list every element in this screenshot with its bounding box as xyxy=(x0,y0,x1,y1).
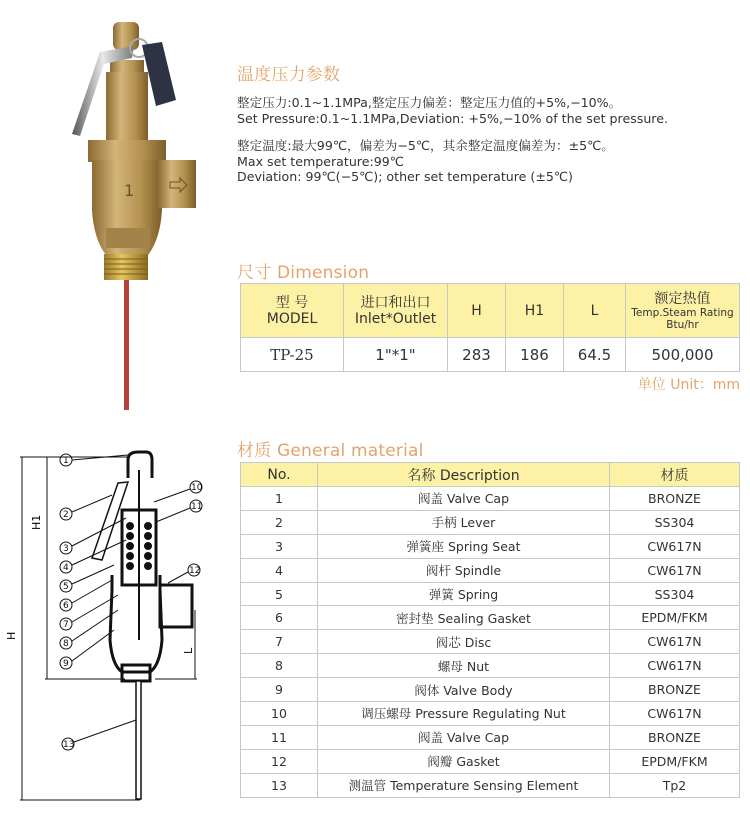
cell-description: 弹簧 Spring xyxy=(318,582,610,606)
header-no: No. xyxy=(241,463,318,487)
svg-text:8: 8 xyxy=(63,639,69,649)
table-row xyxy=(241,487,740,511)
callout-13 xyxy=(62,720,136,750)
dim-label-l: L xyxy=(182,647,195,654)
callout-12 xyxy=(168,564,200,583)
header-model: 型 号 MODEL xyxy=(241,284,344,338)
table-row xyxy=(241,534,740,558)
cell-description: 弹簧座 Spring Seat xyxy=(318,534,610,558)
table-row xyxy=(241,749,740,773)
cell-material: CW617N xyxy=(610,534,740,558)
cell-no: 7 xyxy=(241,630,318,654)
cell-no: 6 xyxy=(241,606,318,630)
svg-text:6: 6 xyxy=(63,601,69,611)
cell-description: 阀瓣 Gasket xyxy=(318,749,610,773)
table-row xyxy=(241,510,740,534)
header-h1: H1 xyxy=(506,284,564,338)
table-row xyxy=(241,725,740,749)
cell-description: 阀盖 Valve Cap xyxy=(318,487,610,511)
cell-description: 螺母 Nut xyxy=(318,654,610,678)
svg-text:12: 12 xyxy=(189,566,201,576)
cell-description: 阀杆 Spindle xyxy=(318,558,610,582)
svg-text:7: 7 xyxy=(63,620,69,630)
cell-model: TP-25 xyxy=(241,338,344,372)
material-title: 材质 General material xyxy=(237,441,424,461)
table-row xyxy=(241,773,740,797)
temperature-line-max: Max set temperature:99℃ xyxy=(237,153,404,169)
callout-9 xyxy=(60,630,114,669)
pressure-line-en: Set Pressure:0.1~1.1MPa,Deviation: +5%,−10% of the set pressure. xyxy=(237,110,668,126)
callout-3 xyxy=(60,518,126,554)
cell-material: EPDM/FKM xyxy=(610,606,740,630)
svg-text:3: 3 xyxy=(63,544,69,554)
callout-11 xyxy=(156,500,202,522)
cell-description: 密封垫 Sealing Gasket xyxy=(318,606,610,630)
temperature-line-zh: 整定温度:最大99℃，偏差为−5℃，其余整定温度偏差为：±5℃。 xyxy=(237,138,614,153)
cell-no: 2 xyxy=(241,510,318,534)
cell-no: 8 xyxy=(241,654,318,678)
cell-no: 11 xyxy=(241,725,318,749)
table-row xyxy=(241,654,740,678)
cell-description: 阀体 Valve Body xyxy=(318,678,610,702)
header-inlet-outlet: 进口和出口 Inlet*Outlet xyxy=(344,284,448,338)
cell-description: 调压螺母 Pressure Regulating Nut xyxy=(318,702,610,726)
cell-material: BRONZE xyxy=(610,487,740,511)
cell-no: 9 xyxy=(241,678,318,702)
cross-section-drawing xyxy=(0,440,230,820)
table-row xyxy=(241,606,740,630)
cell-no: 12 xyxy=(241,749,318,773)
dimension-header-row xyxy=(241,284,740,338)
dimension-row xyxy=(241,338,740,372)
cell-material: BRONZE xyxy=(610,678,740,702)
cell-material: Tp2 xyxy=(610,773,740,797)
callout-2 xyxy=(60,495,112,520)
cell-h: 283 xyxy=(448,338,506,372)
cell-material: CW617N xyxy=(610,654,740,678)
cell-h1: 186 xyxy=(506,338,564,372)
header-description: 名称 Description xyxy=(318,463,610,487)
cell-description: 阀盖 Valve Cap xyxy=(318,725,610,749)
cell-no: 3 xyxy=(241,534,318,558)
valve-photo-illustration xyxy=(60,0,220,420)
table-row xyxy=(241,630,740,654)
svg-text:2: 2 xyxy=(63,510,69,520)
pressure-line-zh: 整定压力:0.1~1.1MPa,整定压力偏差：整定压力值的+5%,−10%。 xyxy=(237,95,622,110)
cell-description: 手柄 Lever xyxy=(318,510,610,534)
dim-label-h: H xyxy=(5,631,18,640)
header-h: H xyxy=(448,284,506,338)
svg-text:5: 5 xyxy=(63,582,69,592)
dimension-title: 尺寸 Dimension xyxy=(237,263,370,283)
cell-description: 阀芯 Disc xyxy=(318,630,610,654)
table-row xyxy=(241,678,740,702)
temperature-line-deviation: Deviation: 99℃(−5℃); other set temperature (±5℃) xyxy=(237,169,573,184)
svg-text:4: 4 xyxy=(63,563,69,573)
cell-l: 64.5 xyxy=(564,338,626,372)
cell-no: 1 xyxy=(241,487,318,511)
params-block xyxy=(237,95,742,185)
valve-product-photo xyxy=(60,0,220,420)
cell-material: SS304 xyxy=(610,510,740,534)
callout-1 xyxy=(60,454,128,466)
table-row xyxy=(241,558,740,582)
dim-label-h1: H1 xyxy=(30,514,43,530)
cell-inlet-outlet: 1"*1" xyxy=(344,338,448,372)
cell-no: 4 xyxy=(241,558,318,582)
cell-material: CW617N xyxy=(610,630,740,654)
svg-text:1: 1 xyxy=(63,456,69,466)
header-material: 材质 xyxy=(610,463,740,487)
cell-material: EPDM/FKM xyxy=(610,749,740,773)
unit-note: 单位 Unit：mm xyxy=(637,377,740,393)
svg-text:9: 9 xyxy=(63,659,69,669)
material-header-row xyxy=(241,463,740,487)
cell-no: 10 xyxy=(241,702,318,726)
cell-no: 5 xyxy=(241,582,318,606)
params-title: 温度压力参数 xyxy=(237,65,341,85)
dimension-table xyxy=(240,283,740,372)
material-table xyxy=(240,462,740,798)
cell-material: CW617N xyxy=(610,702,740,726)
cell-material: SS304 xyxy=(610,582,740,606)
table-row xyxy=(241,702,740,726)
callout-10 xyxy=(154,481,203,502)
cell-material: CW617N xyxy=(610,558,740,582)
cell-no: 13 xyxy=(241,773,318,797)
svg-text:10: 10 xyxy=(191,483,203,493)
table-row xyxy=(241,582,740,606)
cell-material: BRONZE xyxy=(610,725,740,749)
valve-cross-section-diagram xyxy=(0,440,230,820)
header-l: L xyxy=(564,284,626,338)
svg-text:11: 11 xyxy=(191,502,203,512)
svg-text:13: 13 xyxy=(63,740,75,750)
body-mark: 1 xyxy=(124,181,135,200)
cell-description: 测温管 Temperature Sensing Element xyxy=(318,773,610,797)
header-rating: 额定热值 Temp.Steam Rating Btu/hr xyxy=(626,284,740,338)
cell-rating: 500,000 xyxy=(626,338,740,372)
